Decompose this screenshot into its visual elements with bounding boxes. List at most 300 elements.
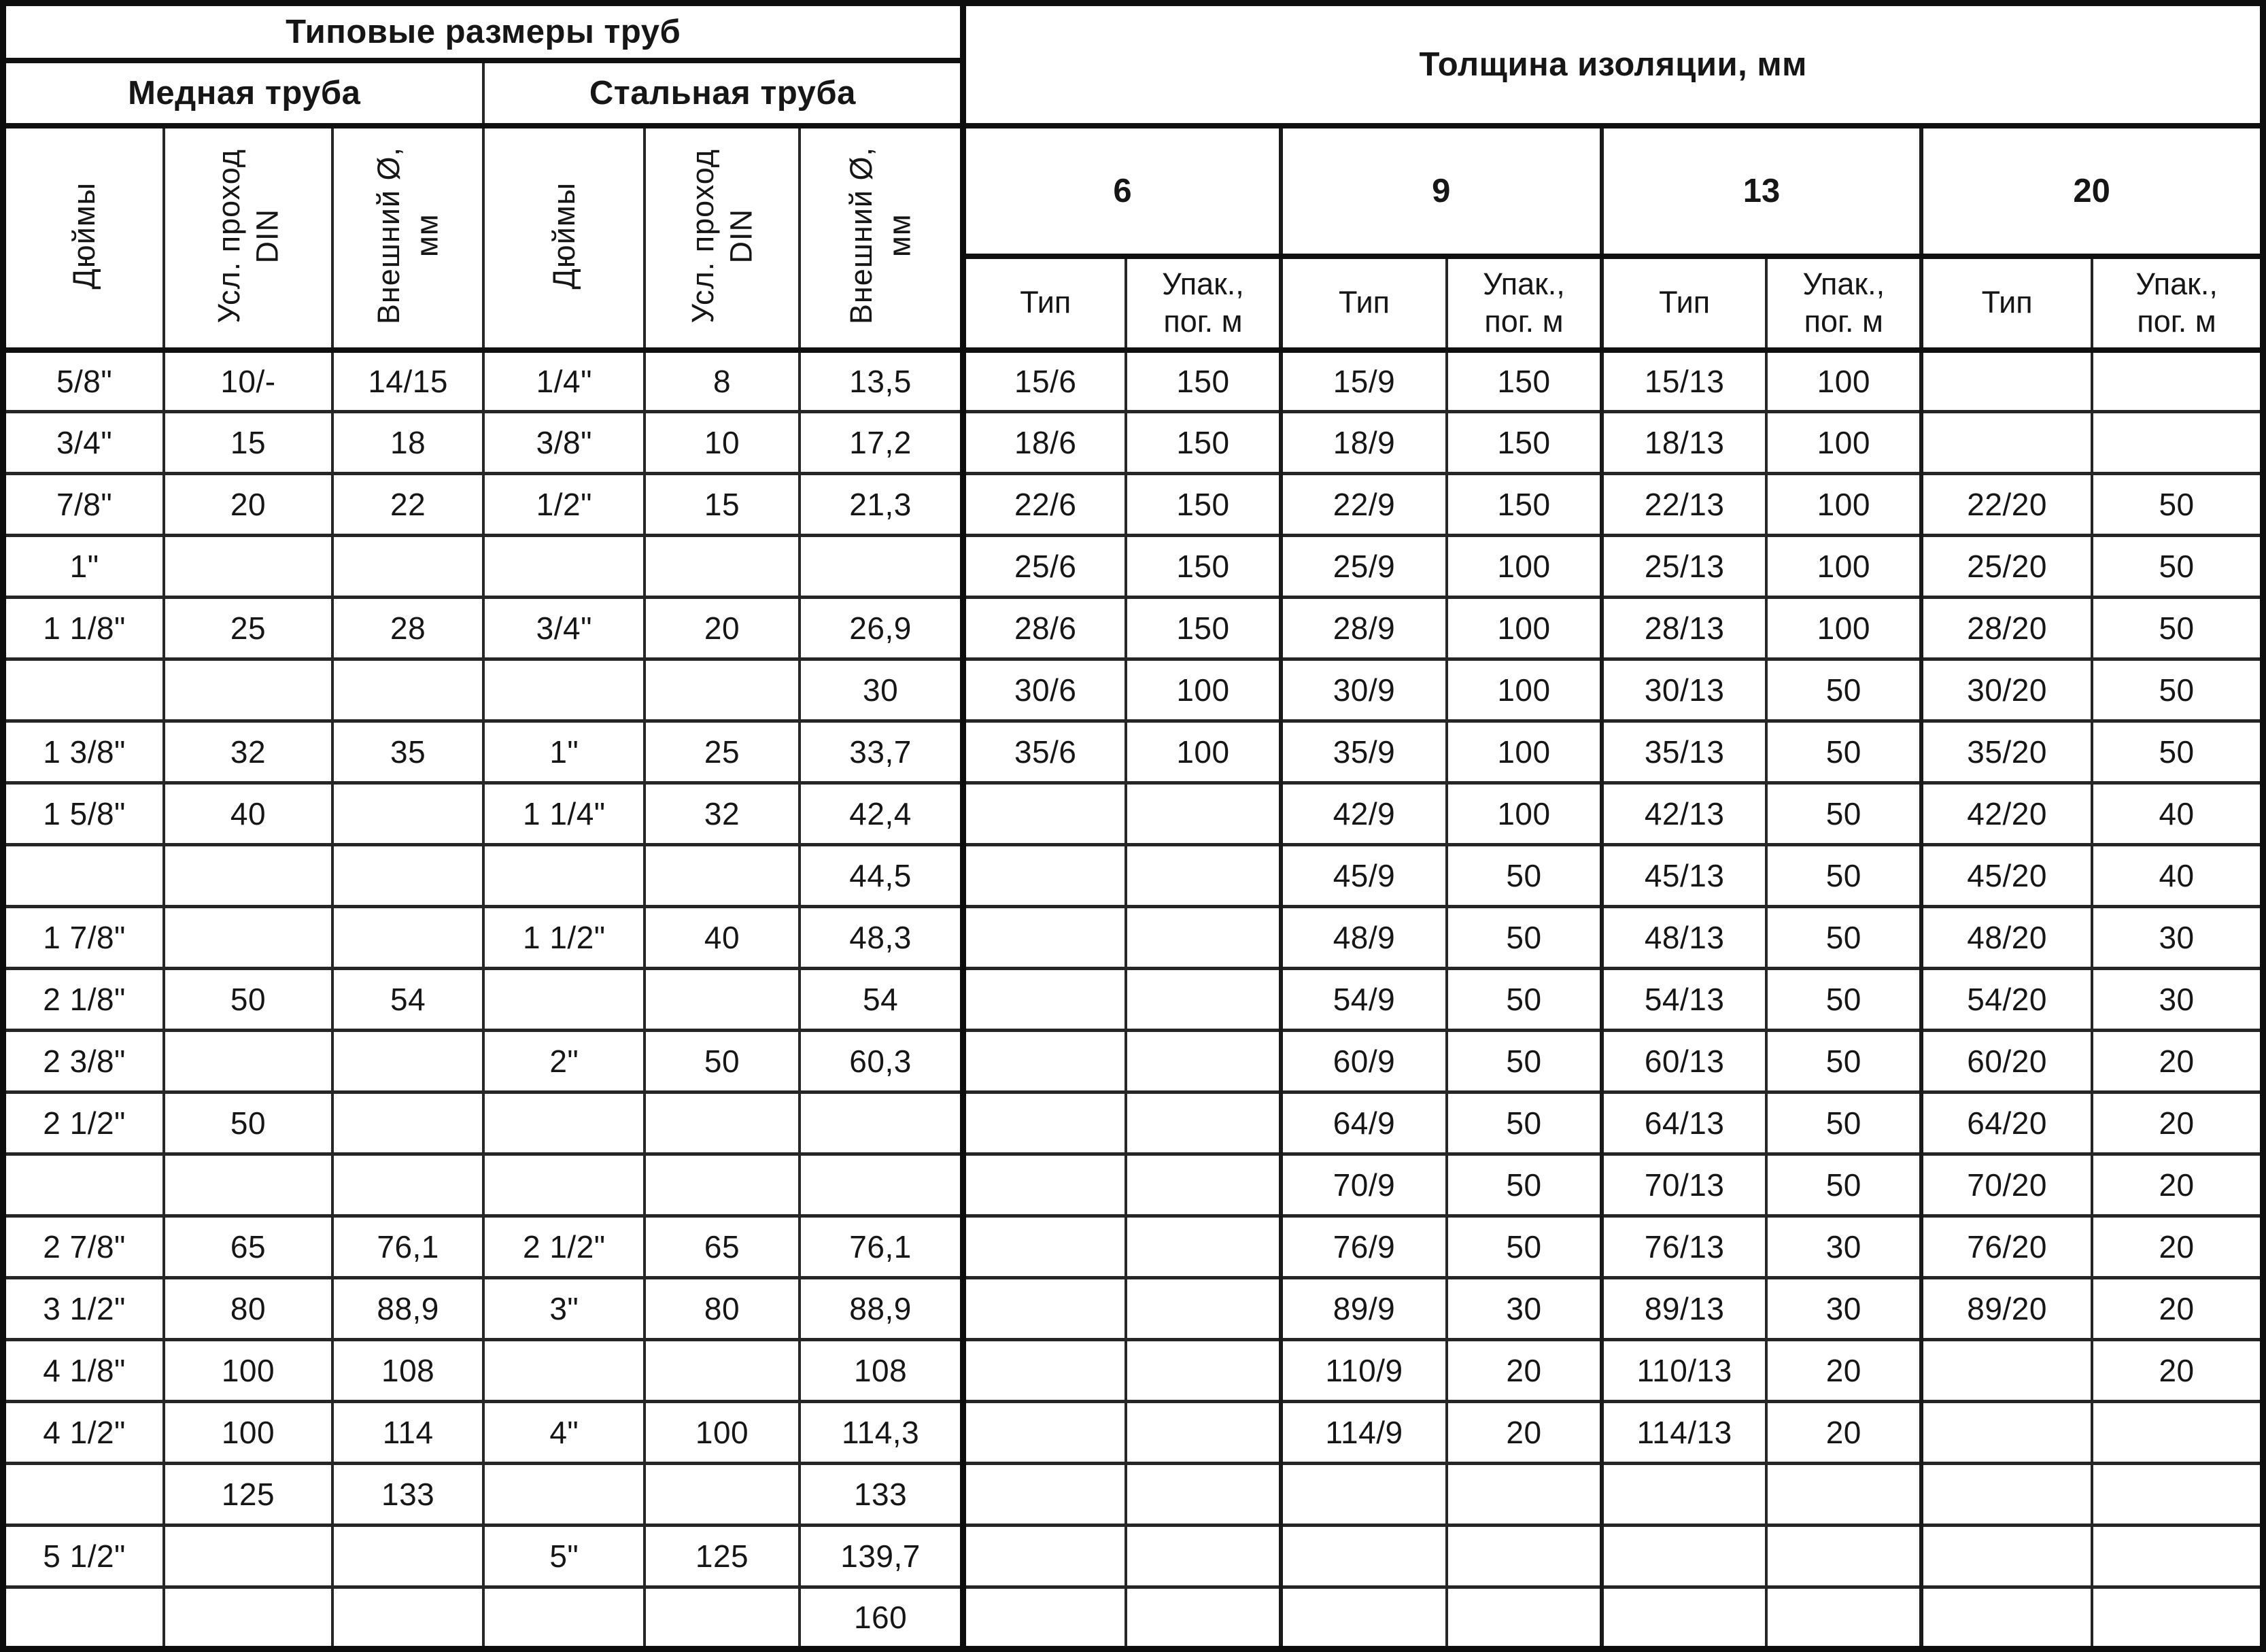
cell: 20 bbox=[1766, 1340, 1921, 1402]
column-label: DIN bbox=[723, 208, 758, 264]
cell: 17,2 bbox=[800, 412, 963, 474]
cell bbox=[1281, 1587, 1447, 1649]
table-row bbox=[3, 845, 2263, 907]
pack-header-20 bbox=[2092, 256, 2263, 350]
cell: 33,7 bbox=[800, 721, 963, 783]
cell: 54/13 bbox=[1602, 969, 1767, 1031]
cell: 40 bbox=[164, 783, 332, 845]
pack-header-13 bbox=[1766, 256, 1921, 350]
cell bbox=[164, 1587, 332, 1649]
cell bbox=[164, 907, 332, 969]
cell bbox=[645, 1464, 800, 1526]
cell bbox=[963, 1154, 1126, 1216]
thickness-9-header: 9 bbox=[1281, 126, 1602, 256]
cell: 50 bbox=[1766, 659, 1921, 721]
cell bbox=[164, 659, 332, 721]
cell: 65 bbox=[164, 1216, 332, 1278]
table-row bbox=[3, 907, 2263, 969]
pack-header-9 bbox=[1447, 256, 1602, 350]
cell: 100 bbox=[1126, 721, 1281, 783]
cell: 32 bbox=[164, 721, 332, 783]
cell bbox=[332, 783, 484, 845]
cell bbox=[483, 845, 645, 907]
pack-label-line2: пог. м bbox=[2137, 303, 2216, 339]
cell bbox=[800, 1092, 963, 1154]
cell bbox=[963, 1340, 1126, 1402]
cell: 110/9 bbox=[1281, 1340, 1447, 1402]
cell bbox=[1921, 1464, 2092, 1526]
cell bbox=[1921, 350, 2092, 412]
cell bbox=[963, 845, 1126, 907]
cell bbox=[3, 1154, 165, 1216]
cell bbox=[164, 1031, 332, 1092]
cell bbox=[2092, 1402, 2263, 1464]
pack-label-line1: Упак., bbox=[2135, 266, 2218, 301]
cell: 35/13 bbox=[1602, 721, 1767, 783]
cell: 15 bbox=[164, 412, 332, 474]
cell bbox=[1281, 1526, 1447, 1587]
cell: 18 bbox=[332, 412, 484, 474]
copper-pipe-title: Медная труба bbox=[3, 61, 484, 126]
cell: 30 bbox=[800, 659, 963, 721]
thickness-13-header: 13 bbox=[1602, 126, 1921, 256]
cell bbox=[1447, 1587, 1602, 1649]
cell: 114 bbox=[332, 1402, 484, 1464]
cell: 89/9 bbox=[1281, 1278, 1447, 1340]
cell: 4 1/2" bbox=[3, 1402, 165, 1464]
cell bbox=[2092, 412, 2263, 474]
cell: 28/9 bbox=[1281, 598, 1447, 659]
cell: 20 bbox=[1766, 1402, 1921, 1464]
cell: 100 bbox=[1447, 659, 1602, 721]
cell: 89/13 bbox=[1602, 1278, 1767, 1340]
cell bbox=[3, 1464, 165, 1526]
cell: 28/6 bbox=[963, 598, 1126, 659]
cell: 5 1/2" bbox=[3, 1526, 165, 1587]
cell bbox=[2092, 1587, 2263, 1649]
cell bbox=[1602, 1587, 1767, 1649]
cell: 50 bbox=[1447, 1216, 1602, 1278]
cell bbox=[483, 1092, 645, 1154]
cell bbox=[1921, 1526, 2092, 1587]
cell: 30/13 bbox=[1602, 659, 1767, 721]
cell: 100 bbox=[1766, 412, 1921, 474]
cell: 20 bbox=[2092, 1278, 2263, 1340]
cell: 1 3/8" bbox=[3, 721, 165, 783]
column-label: Усл. проход bbox=[211, 148, 246, 324]
cell: 10/- bbox=[164, 350, 332, 412]
cell: 114/9 bbox=[1281, 1402, 1447, 1464]
cell: 125 bbox=[645, 1526, 800, 1587]
cell: 50 bbox=[1766, 1031, 1921, 1092]
cell bbox=[332, 845, 484, 907]
cell bbox=[1921, 1402, 2092, 1464]
cell: 114/13 bbox=[1602, 1402, 1767, 1464]
table-header bbox=[3, 3, 2263, 350]
cell: 20 bbox=[2092, 1154, 2263, 1216]
cell: 150 bbox=[1447, 412, 1602, 474]
cell: 18/13 bbox=[1602, 412, 1767, 474]
type-header-6: Тип bbox=[963, 256, 1126, 350]
cell: 1" bbox=[483, 721, 645, 783]
column-label: мм bbox=[882, 214, 917, 258]
cell: 125 bbox=[164, 1464, 332, 1526]
thickness-6-header: 6 bbox=[963, 126, 1281, 256]
cell: 133 bbox=[800, 1464, 963, 1526]
cell bbox=[963, 969, 1126, 1031]
cell: 100 bbox=[1447, 721, 1602, 783]
cell: 60/13 bbox=[1602, 1031, 1767, 1092]
cell: 5" bbox=[483, 1526, 645, 1587]
cell: 20 bbox=[164, 474, 332, 536]
table-row bbox=[3, 1092, 2263, 1154]
cell: 22/20 bbox=[1921, 474, 2092, 536]
cell bbox=[1921, 412, 2092, 474]
cell: 3/4" bbox=[3, 412, 165, 474]
cell: 50 bbox=[1766, 783, 1921, 845]
cell bbox=[483, 659, 645, 721]
copper-din-header bbox=[164, 126, 332, 350]
cell: 50 bbox=[2092, 721, 2263, 783]
cell: 108 bbox=[332, 1340, 484, 1402]
cell: 35/20 bbox=[1921, 721, 2092, 783]
cell: 1 1/8" bbox=[3, 598, 165, 659]
cell: 100 bbox=[1447, 598, 1602, 659]
cell: 2 1/2" bbox=[483, 1216, 645, 1278]
table-row bbox=[3, 1154, 2263, 1216]
cell: 50 bbox=[1766, 845, 1921, 907]
cell: 50 bbox=[1766, 907, 1921, 969]
cell: 70/13 bbox=[1602, 1154, 1767, 1216]
table-row bbox=[3, 412, 2263, 474]
cell: 30/6 bbox=[963, 659, 1126, 721]
cell: 70/9 bbox=[1281, 1154, 1447, 1216]
cell: 76,1 bbox=[800, 1216, 963, 1278]
cell: 139,7 bbox=[800, 1526, 963, 1587]
cell: 48/9 bbox=[1281, 907, 1447, 969]
cell bbox=[1766, 1526, 1921, 1587]
cell: 76/9 bbox=[1281, 1216, 1447, 1278]
cell bbox=[1126, 1216, 1281, 1278]
cell: 2 7/8" bbox=[3, 1216, 165, 1278]
cell: 28/20 bbox=[1921, 598, 2092, 659]
type-header-9: Тип bbox=[1281, 256, 1447, 350]
cell bbox=[645, 659, 800, 721]
cell: 30/9 bbox=[1281, 659, 1447, 721]
steel-pipe-title: Стальная труба bbox=[483, 61, 963, 126]
table-row bbox=[3, 1526, 2263, 1587]
thickness-20-header: 20 bbox=[1921, 126, 2263, 256]
cell: 1 7/8" bbox=[3, 907, 165, 969]
cell: 50 bbox=[164, 969, 332, 1031]
cell bbox=[1921, 1587, 2092, 1649]
cell: 8 bbox=[645, 350, 800, 412]
column-label: Дюймы bbox=[546, 182, 581, 290]
cell: 26,9 bbox=[800, 598, 963, 659]
cell: 15/6 bbox=[963, 350, 1126, 412]
cell: 1/2" bbox=[483, 474, 645, 536]
cell: 70/20 bbox=[1921, 1154, 2092, 1216]
table-row bbox=[3, 969, 2263, 1031]
cell bbox=[1126, 907, 1281, 969]
cell: 25/20 bbox=[1921, 536, 2092, 598]
cell: 40 bbox=[645, 907, 800, 969]
cell: 40 bbox=[2092, 845, 2263, 907]
cell: 25 bbox=[645, 721, 800, 783]
cell bbox=[332, 1031, 484, 1092]
cell: 13,5 bbox=[800, 350, 963, 412]
cell: 45/20 bbox=[1921, 845, 2092, 907]
cell: 3/8" bbox=[483, 412, 645, 474]
cell: 25 bbox=[164, 598, 332, 659]
column-label: Внешний Ø, bbox=[843, 147, 878, 325]
cell bbox=[1447, 1526, 1602, 1587]
cell bbox=[963, 783, 1126, 845]
cell bbox=[332, 1526, 484, 1587]
steel-outer-diameter-header bbox=[800, 126, 963, 350]
cell bbox=[1766, 1587, 1921, 1649]
cell: 22/9 bbox=[1281, 474, 1447, 536]
cell: 21,3 bbox=[800, 474, 963, 536]
cell: 60/20 bbox=[1921, 1031, 2092, 1092]
cell: 25/6 bbox=[963, 536, 1126, 598]
cell: 20 bbox=[2092, 1092, 2263, 1154]
cell bbox=[1126, 1154, 1281, 1216]
cell: 1 1/4" bbox=[483, 783, 645, 845]
cell: 2 1/2" bbox=[3, 1092, 165, 1154]
cell: 15/13 bbox=[1602, 350, 1767, 412]
cell bbox=[1126, 1092, 1281, 1154]
cell: 50 bbox=[1766, 1092, 1921, 1154]
table-row bbox=[3, 350, 2263, 412]
steel-din-header bbox=[645, 126, 800, 350]
cell: 54/9 bbox=[1281, 969, 1447, 1031]
cell: 54 bbox=[332, 969, 484, 1031]
pack-label-line1: Упак., bbox=[1162, 266, 1244, 301]
column-label: DIN bbox=[249, 208, 284, 264]
cell bbox=[645, 845, 800, 907]
cell bbox=[645, 536, 800, 598]
cell: 20 bbox=[645, 598, 800, 659]
cell bbox=[164, 1526, 332, 1587]
cell: 50 bbox=[164, 1092, 332, 1154]
cell: 88,9 bbox=[332, 1278, 484, 1340]
cell bbox=[483, 969, 645, 1031]
cell: 50 bbox=[1447, 1092, 1602, 1154]
cell: 3/4" bbox=[483, 598, 645, 659]
cell: 76,1 bbox=[332, 1216, 484, 1278]
cell: 50 bbox=[2092, 536, 2263, 598]
cell: 89/20 bbox=[1921, 1278, 2092, 1340]
copper-inches-header bbox=[3, 126, 165, 350]
cell: 150 bbox=[1126, 412, 1281, 474]
cell: 160 bbox=[800, 1587, 963, 1649]
cell: 1" bbox=[3, 536, 165, 598]
cell: 40 bbox=[2092, 783, 2263, 845]
cell bbox=[3, 659, 165, 721]
copper-outer-diameter-header bbox=[332, 126, 484, 350]
cell bbox=[1126, 1278, 1281, 1340]
cell: 20 bbox=[1447, 1402, 1602, 1464]
cell: 54 bbox=[800, 969, 963, 1031]
cell bbox=[1921, 1340, 2092, 1402]
cell: 133 bbox=[332, 1464, 484, 1526]
table-row bbox=[3, 1402, 2263, 1464]
cell bbox=[1126, 1340, 1281, 1402]
cell: 100 bbox=[1766, 350, 1921, 412]
insulation-title: Толщина изоляции, мм bbox=[963, 3, 2263, 126]
cell bbox=[164, 536, 332, 598]
cell: 2 1/8" bbox=[3, 969, 165, 1031]
cell: 28/13 bbox=[1602, 598, 1767, 659]
cell: 20 bbox=[2092, 1031, 2263, 1092]
cell bbox=[1126, 1526, 1281, 1587]
cell: 30 bbox=[1766, 1216, 1921, 1278]
cell: 150 bbox=[1126, 536, 1281, 598]
table-row bbox=[3, 721, 2263, 783]
cell: 100 bbox=[645, 1402, 800, 1464]
cell bbox=[332, 536, 484, 598]
table-row bbox=[3, 1216, 2263, 1278]
cell bbox=[2092, 350, 2263, 412]
cell: 100 bbox=[1766, 536, 1921, 598]
cell bbox=[645, 1154, 800, 1216]
cell: 80 bbox=[645, 1278, 800, 1340]
pack-label-line2: пог. м bbox=[1484, 303, 1564, 339]
cell: 80 bbox=[164, 1278, 332, 1340]
table-row bbox=[3, 1464, 2263, 1526]
cell bbox=[963, 1216, 1126, 1278]
cell bbox=[963, 1526, 1126, 1587]
table-row bbox=[3, 1587, 2263, 1649]
cell bbox=[164, 1154, 332, 1216]
cell: 42/9 bbox=[1281, 783, 1447, 845]
table-row bbox=[3, 659, 2263, 721]
cell: 50 bbox=[1447, 845, 1602, 907]
cell: 20 bbox=[1447, 1340, 1602, 1402]
cell bbox=[332, 1092, 484, 1154]
table-row bbox=[3, 783, 2263, 845]
header-row-titles bbox=[3, 3, 2263, 61]
cell: 18/9 bbox=[1281, 412, 1447, 474]
cell: 32 bbox=[645, 783, 800, 845]
cell bbox=[2092, 1526, 2263, 1587]
cell bbox=[963, 907, 1126, 969]
cell: 50 bbox=[1447, 1154, 1602, 1216]
cell: 22 bbox=[332, 474, 484, 536]
table-row bbox=[3, 1031, 2263, 1092]
cell: 64/13 bbox=[1602, 1092, 1767, 1154]
cell: 50 bbox=[2092, 474, 2263, 536]
cell: 50 bbox=[1766, 969, 1921, 1031]
pipe-sizes-title: Типовые размеры труб bbox=[3, 3, 963, 61]
cell bbox=[963, 1031, 1126, 1092]
cell bbox=[483, 1587, 645, 1649]
cell: 60,3 bbox=[800, 1031, 963, 1092]
cell: 35/9 bbox=[1281, 721, 1447, 783]
cell bbox=[963, 1092, 1126, 1154]
table-row bbox=[3, 536, 2263, 598]
cell: 150 bbox=[1126, 474, 1281, 536]
table-row bbox=[3, 474, 2263, 536]
cell: 45/9 bbox=[1281, 845, 1447, 907]
cell bbox=[3, 845, 165, 907]
cell: 64/20 bbox=[1921, 1092, 2092, 1154]
cell bbox=[1126, 1031, 1281, 1092]
cell bbox=[332, 1154, 484, 1216]
cell bbox=[1126, 1587, 1281, 1649]
cell: 48/13 bbox=[1602, 907, 1767, 969]
cell: 2" bbox=[483, 1031, 645, 1092]
cell: 50 bbox=[1447, 1031, 1602, 1092]
pack-label-line2: пог. м bbox=[1163, 303, 1243, 339]
cell: 50 bbox=[1447, 907, 1602, 969]
cell: 1/4" bbox=[483, 350, 645, 412]
cell: 114,3 bbox=[800, 1402, 963, 1464]
cell: 4" bbox=[483, 1402, 645, 1464]
cell: 3 1/2" bbox=[3, 1278, 165, 1340]
cell: 30 bbox=[1447, 1278, 1602, 1340]
cell bbox=[483, 1340, 645, 1402]
table-row bbox=[3, 1340, 2263, 1402]
cell: 88,9 bbox=[800, 1278, 963, 1340]
cell: 42/20 bbox=[1921, 783, 2092, 845]
column-label: Внешний Ø, bbox=[371, 147, 406, 325]
type-header-20: Тип bbox=[1921, 256, 2092, 350]
cell: 65 bbox=[645, 1216, 800, 1278]
cell: 54/20 bbox=[1921, 969, 2092, 1031]
column-label: Дюймы bbox=[66, 182, 101, 290]
cell: 48/20 bbox=[1921, 907, 2092, 969]
cell: 110/13 bbox=[1602, 1340, 1767, 1402]
table-body bbox=[3, 350, 2263, 1649]
pack-label-line2: пог. м bbox=[1804, 303, 1883, 339]
cell bbox=[483, 536, 645, 598]
cell: 150 bbox=[1126, 350, 1281, 412]
cell bbox=[645, 1092, 800, 1154]
cell: 100 bbox=[1126, 659, 1281, 721]
cell: 18/6 bbox=[963, 412, 1126, 474]
cell: 30 bbox=[1766, 1278, 1921, 1340]
cell: 20 bbox=[2092, 1340, 2263, 1402]
cell: 35 bbox=[332, 721, 484, 783]
cell: 76/20 bbox=[1921, 1216, 2092, 1278]
cell: 3" bbox=[483, 1278, 645, 1340]
cell bbox=[800, 1154, 963, 1216]
cell: 64/9 bbox=[1281, 1092, 1447, 1154]
cell bbox=[645, 1587, 800, 1649]
cell: 50 bbox=[1766, 721, 1921, 783]
cell: 25/9 bbox=[1281, 536, 1447, 598]
cell: 50 bbox=[645, 1031, 800, 1092]
cell bbox=[1126, 969, 1281, 1031]
cell: 15/9 bbox=[1281, 350, 1447, 412]
cell: 1 5/8" bbox=[3, 783, 165, 845]
steel-inches-header bbox=[483, 126, 645, 350]
pack-header-6 bbox=[1126, 256, 1281, 350]
cell bbox=[645, 969, 800, 1031]
cell: 76/13 bbox=[1602, 1216, 1767, 1278]
cell: 28 bbox=[332, 598, 484, 659]
cell: 100 bbox=[164, 1340, 332, 1402]
cell: 20 bbox=[2092, 1216, 2263, 1278]
cell: 5/8" bbox=[3, 350, 165, 412]
cell: 50 bbox=[1766, 1154, 1921, 1216]
cell: 2 3/8" bbox=[3, 1031, 165, 1092]
cell bbox=[1766, 1464, 1921, 1526]
cell: 50 bbox=[2092, 659, 2263, 721]
cell: 100 bbox=[1766, 474, 1921, 536]
